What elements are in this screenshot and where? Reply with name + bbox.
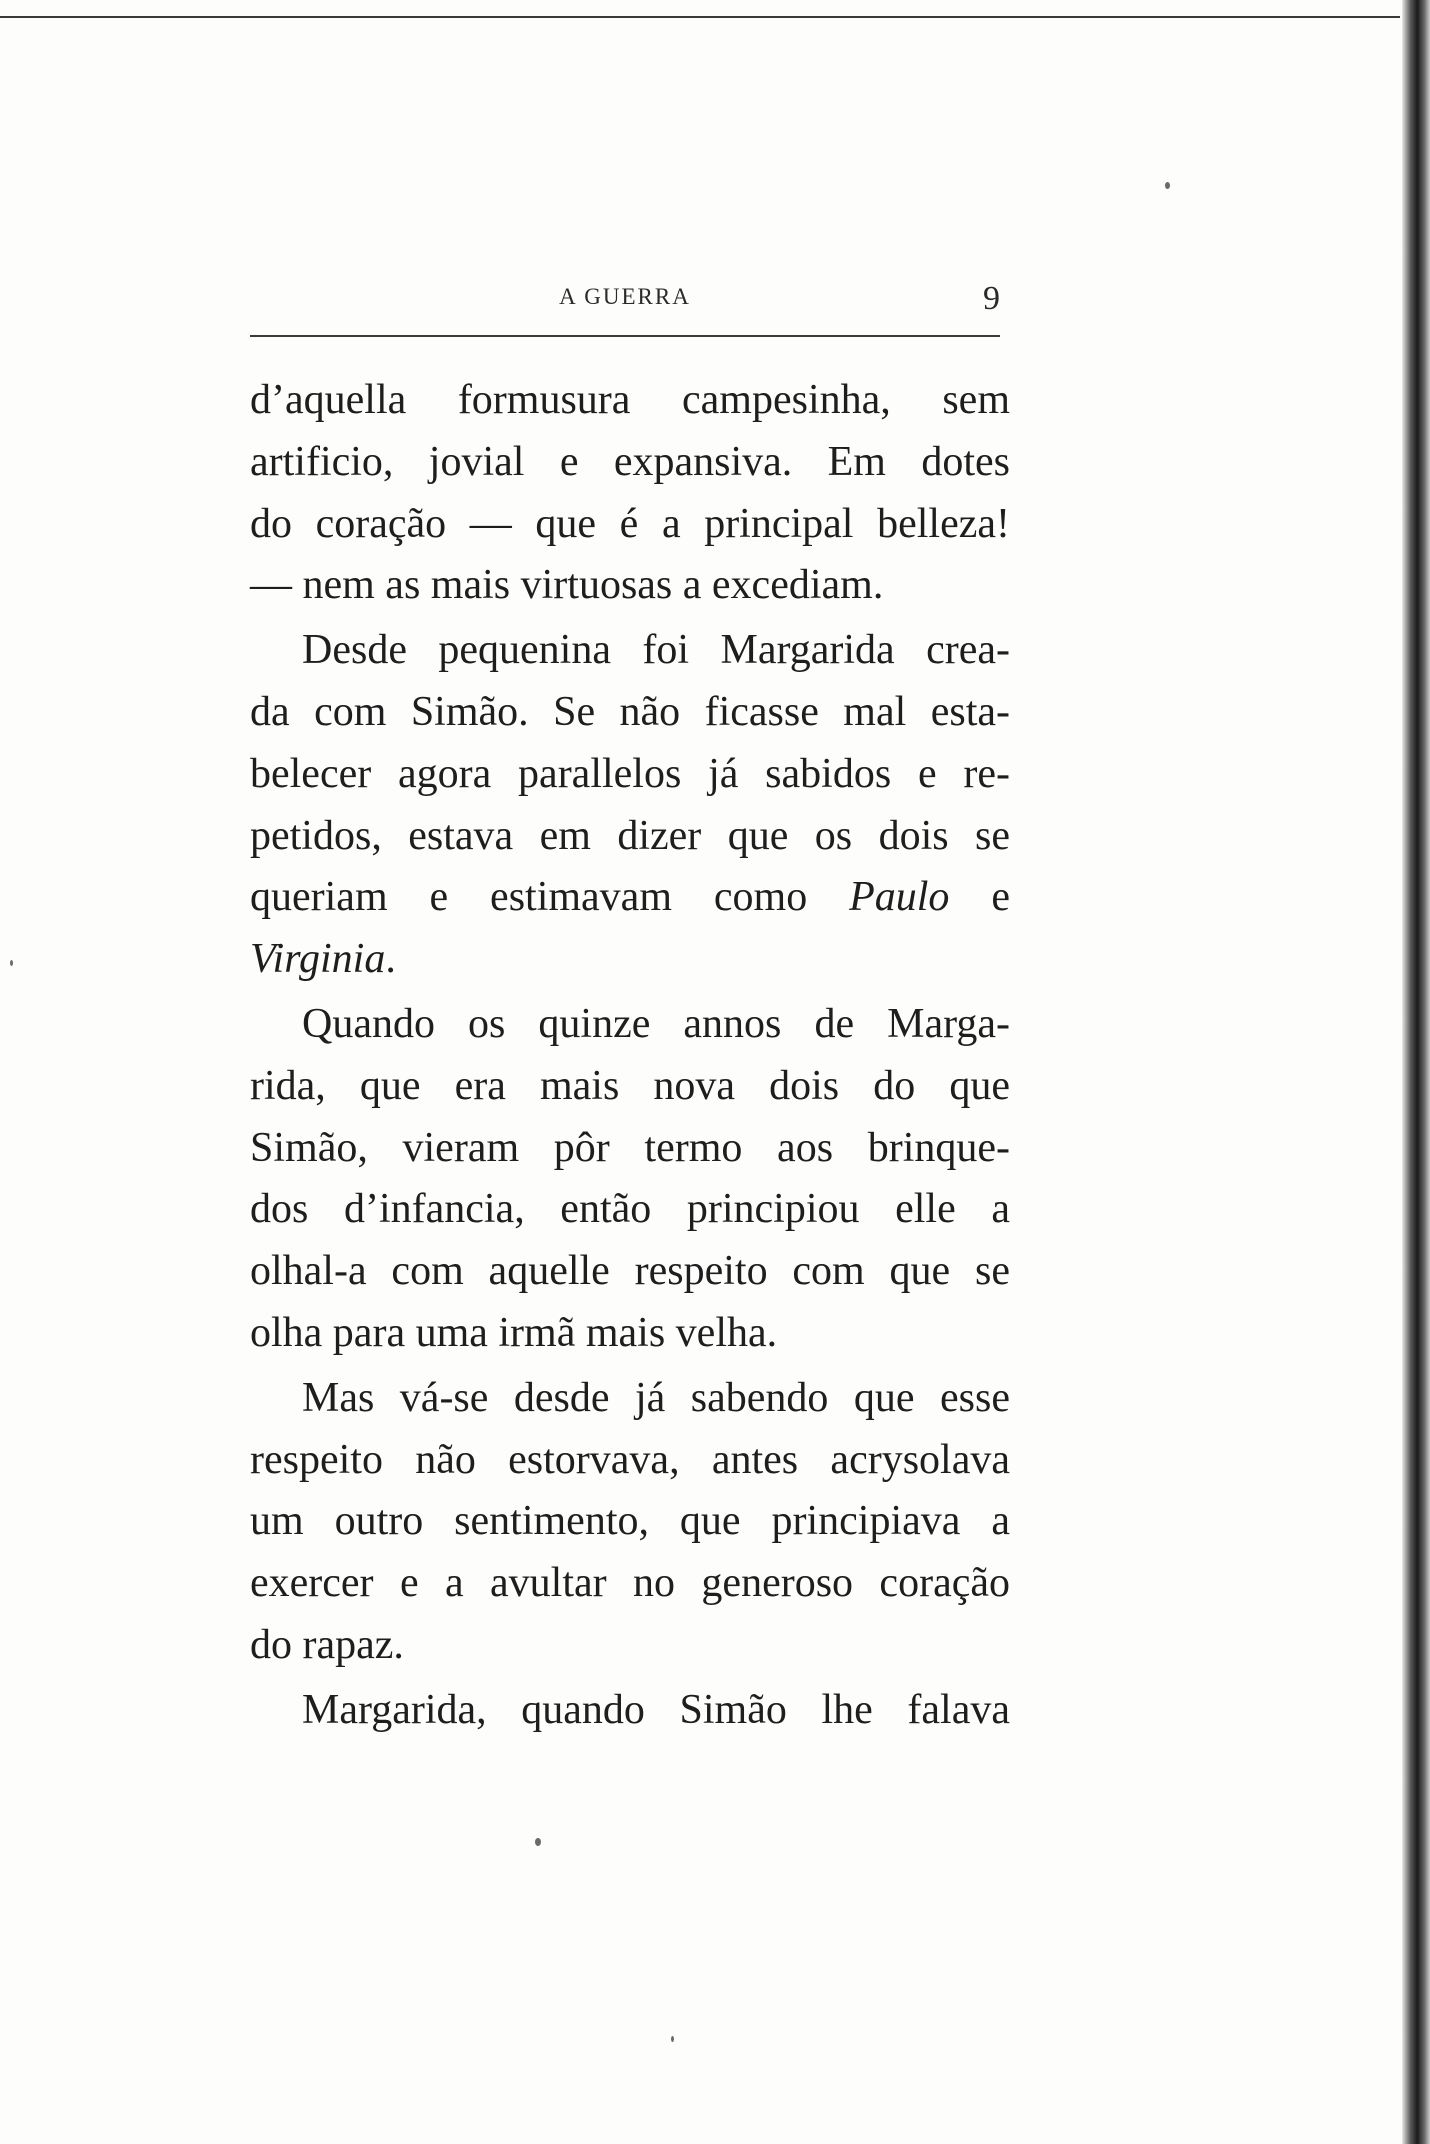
- text-line: [250, 929, 1010, 991]
- body-text: [250, 370, 1010, 1742]
- running-head-title: A GUERRA: [559, 284, 691, 309]
- text-line: petidos, estava em dizer que os dois se: [250, 812, 1010, 859]
- text-line: Simão, vieram pôr termo aos brinque-: [250, 1124, 1010, 1171]
- text-line: um outro sentimento, que principiava a: [250, 1498, 1010, 1545]
- italic-name: Virginia: [250, 936, 386, 983]
- scan-top-edge: [0, 16, 1400, 18]
- text-line: rida, que era mais nova dois do que: [250, 1062, 1010, 1109]
- paragraph: [250, 620, 1010, 991]
- text-line: exercer e a avultar no generoso coração: [250, 1560, 1010, 1607]
- text-run: e: [949, 874, 1010, 921]
- paragraph: [250, 1368, 1010, 1677]
- text-line: Margarida, quando Simão lhe falava: [302, 1686, 1010, 1733]
- text-line: Quando os quinze annos de Marga-: [302, 1000, 1010, 1047]
- italic-name: Paulo: [849, 874, 950, 921]
- text-line: belecer agora parallelos já sabidos e re-: [250, 750, 1010, 797]
- text-line: Desde pequenina foi Margarida crea-: [302, 627, 1010, 674]
- running-head: [250, 280, 1000, 330]
- book-spine-edge: [1402, 0, 1430, 2144]
- text-line: — nem as mais virtuosas a excediam.: [250, 562, 884, 609]
- text-line: respeito não estorvava, antes acrysolava: [250, 1436, 1010, 1483]
- paragraph: [250, 370, 1010, 617]
- text-line: [250, 867, 1010, 929]
- text-line: d’aquella formusura campesinha, sem: [250, 377, 1010, 423]
- ink-speck: [1165, 182, 1170, 189]
- text-run: .: [385, 936, 396, 983]
- text-line: da com Simão. Se não ficasse mal esta-: [250, 688, 1010, 735]
- text-line: olha para uma irmã mais velha.: [250, 1309, 778, 1356]
- text-run: queriam e estimavam como: [250, 874, 850, 921]
- header-rule: [250, 335, 1000, 337]
- text-line: do coração — que é a principal belleza!: [250, 500, 1010, 547]
- paragraph: [250, 994, 1010, 1365]
- page-number: 9: [983, 280, 1000, 317]
- paragraph: [250, 1680, 1010, 1742]
- text-line: Mas vá-se desde já sabendo que esse: [302, 1374, 1010, 1421]
- ink-speck: [671, 2036, 674, 2042]
- text-line: artificio, jovial e expansiva. Em dotes: [250, 438, 1010, 485]
- text-line: dos d’infancia, então principiou elle a: [250, 1186, 1010, 1233]
- text-line: olhal-a com aquelle respeito com que se: [250, 1248, 1010, 1295]
- ink-speck: [535, 1838, 541, 1846]
- text-line: do rapaz.: [250, 1621, 404, 1668]
- ink-speck: [10, 960, 13, 966]
